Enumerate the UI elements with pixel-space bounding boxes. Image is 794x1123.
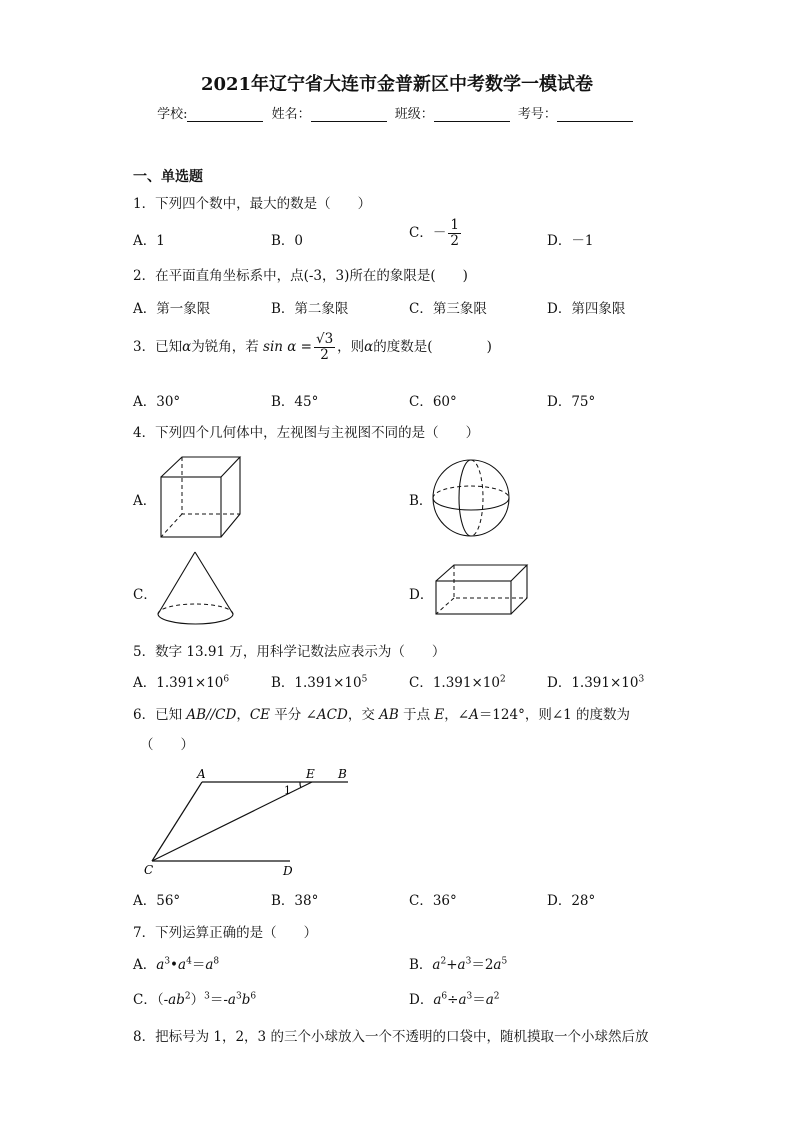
school-label: 学校:	[157, 107, 188, 122]
q6-text: ＝124°，则∠1 的度数为	[478, 707, 631, 723]
angle-a: A	[469, 707, 479, 723]
q6-text: 6．已知	[133, 707, 187, 723]
cube-front-face	[161, 477, 221, 537]
q2-option-b: B．第二象限	[271, 301, 349, 317]
exponent: 3	[164, 956, 171, 967]
option-text: D．1.391×10	[547, 675, 639, 691]
label-d: D	[283, 864, 293, 878]
cube-hidden-edge	[161, 514, 182, 537]
school-blank[interactable]	[187, 107, 263, 122]
segment-cd: CD	[215, 707, 237, 723]
q6-option-b: B．38°	[271, 893, 319, 909]
q3-text: 为锐角，若	[191, 338, 259, 355]
label-b: B	[338, 767, 347, 781]
segment-ab: AB	[379, 707, 399, 723]
q5-option-b	[271, 671, 367, 691]
q3-text: ，则	[337, 338, 365, 355]
sphere-meridian-front	[459, 460, 471, 536]
q4-option-b: B．	[409, 493, 433, 509]
exponent: 6	[223, 674, 230, 685]
exponent: 2	[440, 956, 447, 967]
cone-left-edge	[158, 552, 195, 614]
operator: ÷	[447, 992, 459, 1008]
exponent: 6	[250, 991, 257, 1002]
cuboid-hidden-edge	[436, 598, 454, 614]
q1-option-c-prefix: C．－	[409, 224, 447, 241]
q4-option-d: D．	[409, 587, 434, 603]
point-e: E	[434, 707, 445, 723]
question-4-stem: 4．下列四个几何体中，左视图与主视图不同的是（ ）	[133, 425, 480, 441]
name-label: 姓名：	[271, 107, 311, 122]
q7-option-c	[133, 988, 256, 1008]
option-prefix: D．	[409, 992, 434, 1008]
segment-ab: AB	[186, 707, 207, 723]
var: a	[432, 957, 441, 973]
var: a	[433, 992, 442, 1008]
exponent: 3	[466, 991, 473, 1002]
sphere-equator-back	[433, 486, 509, 498]
operator: ＝2	[471, 957, 494, 973]
cube-right-edges	[221, 457, 240, 537]
var: b	[241, 992, 251, 1008]
q5-option-c	[409, 671, 506, 691]
q2-option-d: D．第四象限	[547, 301, 626, 317]
option-prefix: A．	[133, 957, 157, 973]
sphere-figure	[430, 457, 512, 539]
label-a: A	[197, 767, 206, 781]
cone-figure	[155, 550, 240, 628]
exponent: 5	[361, 674, 368, 685]
cone-base-back	[158, 604, 233, 614]
label-c: C	[144, 863, 154, 877]
question-7-stem: 7．下列运算正确的是（ ）	[133, 925, 318, 941]
q5-option-a	[133, 671, 229, 691]
fraction-denominator: 2	[320, 346, 329, 363]
q1-option-b: B．0	[271, 233, 304, 249]
exponent: 2	[499, 674, 506, 685]
q5-option-d	[547, 671, 644, 691]
cuboid-figure	[434, 563, 530, 617]
option-text: B．1.391×10	[271, 675, 362, 691]
q6-text: 平分 ∠	[270, 707, 317, 723]
exponent: 3	[235, 991, 242, 1002]
var: a	[457, 957, 466, 973]
exponent: 2	[184, 991, 191, 1002]
sphere-meridian-back	[471, 460, 483, 536]
q7-option-a	[133, 953, 219, 973]
label-angle-1: 1	[284, 784, 291, 797]
q1-option-a: A．1	[133, 233, 165, 249]
q2-option-c: C．第三象限	[409, 301, 487, 317]
cone-base-front	[158, 614, 233, 624]
question-3-stem	[133, 332, 492, 363]
q3-text: 的度数是( )	[373, 338, 492, 355]
exponent: 3	[465, 956, 472, 967]
label-e: E	[306, 767, 315, 781]
q1-option-c	[409, 218, 463, 249]
q2-option-a: A．第一象限	[133, 301, 211, 317]
var: a	[485, 992, 494, 1008]
cuboid-top-edges	[436, 565, 527, 581]
angle-1-arc	[300, 782, 301, 788]
fraction-numerator: √3	[315, 331, 334, 347]
exponent: 3	[638, 674, 645, 685]
option-text: C．1.391×10	[409, 675, 500, 691]
number-label: 考号：	[517, 107, 557, 122]
q4-option-c: C．	[133, 587, 157, 603]
operator: ＝	[191, 957, 206, 973]
cube-top-edges	[161, 457, 240, 477]
page-title: 2021年辽宁省大连市金普新区中考数学一模试卷	[200, 74, 594, 95]
q3-option-a: A．30°	[133, 394, 181, 410]
q4-option-a: A．	[133, 493, 157, 509]
exponent: 2	[493, 991, 500, 1002]
fraction-denominator: 2	[450, 232, 459, 249]
exponent: 8	[213, 956, 220, 967]
q3-option-d: D．75°	[547, 394, 596, 410]
class-label: 班级：	[394, 107, 434, 122]
operator: ＝-	[209, 992, 228, 1008]
section-title: 一、单选题	[133, 169, 203, 185]
option-prefix: B．	[409, 957, 433, 973]
q6-option-c: C．36°	[409, 893, 457, 909]
angle-acd: ACD	[316, 707, 348, 723]
question-1-stem: 1．下列四个数中，最大的数是（ ）	[133, 196, 372, 212]
q3-fraction	[314, 332, 335, 363]
q7-option-d	[409, 988, 500, 1008]
q3-option-c: C．60°	[409, 394, 457, 410]
q6-option-a: A．56°	[133, 893, 181, 909]
question-8-stem: 8．把标号为 1，2，3 的三个小球放入一个不透明的口袋中，随机摸取一个小球然后放	[133, 1029, 649, 1045]
q3-option-b: B．45°	[271, 394, 319, 410]
parallel-symbol: //	[206, 707, 216, 723]
exponent: 4	[186, 956, 192, 967]
sphere-outline	[433, 460, 509, 536]
operator: ＝	[472, 992, 486, 1008]
exponent: 5	[501, 956, 508, 967]
exponent: 6	[441, 991, 448, 1002]
alpha-symbol: α	[182, 338, 192, 355]
sphere-equator-front	[433, 498, 509, 510]
q1-option-c-fraction	[448, 218, 461, 249]
question-5-stem: 5．数字 13.91 万，用科学记数法应表示为（ ）	[133, 644, 446, 660]
q6-option-d: D．28°	[547, 893, 596, 909]
var: a	[178, 957, 187, 973]
var: a	[458, 992, 467, 1008]
option-prefix: C．（-	[133, 992, 169, 1008]
var: a	[493, 957, 502, 973]
fraction-numerator: 1	[450, 217, 459, 233]
q6-text: 于点	[398, 707, 435, 723]
var: a	[156, 957, 165, 973]
q3-text: 3．已知	[133, 338, 183, 355]
q6-text: ，∠	[444, 707, 470, 723]
operator: +	[446, 957, 458, 973]
cone-right-edge	[195, 552, 233, 614]
cube-figure	[155, 452, 245, 542]
parallel-lines-figure	[140, 765, 355, 877]
var: a	[227, 992, 236, 1008]
q6-text: ，	[236, 707, 250, 723]
name-blank[interactable]	[311, 107, 387, 122]
number-blank[interactable]	[557, 107, 633, 122]
sin-expression: sin α =	[263, 338, 312, 355]
question-6-paren: （ ）	[140, 737, 194, 753]
student-info-line	[0, 103, 794, 122]
q6-text: ，交	[347, 707, 380, 723]
alpha-symbol: α	[364, 338, 374, 355]
operator: •	[170, 957, 179, 973]
var: ab	[168, 992, 185, 1008]
var: a	[205, 957, 214, 973]
option-text: A．1.391×10	[133, 675, 224, 691]
exponent: 3	[204, 991, 210, 1002]
q1-option-d: D．－1	[547, 233, 594, 249]
q7-option-b	[409, 953, 507, 973]
class-blank[interactable]	[434, 107, 510, 122]
segment-ce: CE	[249, 707, 271, 723]
question-6-stem	[133, 703, 630, 723]
operator: ）	[190, 992, 205, 1008]
question-2-stem: 2．在平面直角坐标系中，点(-3，3)所在的象限是( )	[133, 268, 468, 284]
